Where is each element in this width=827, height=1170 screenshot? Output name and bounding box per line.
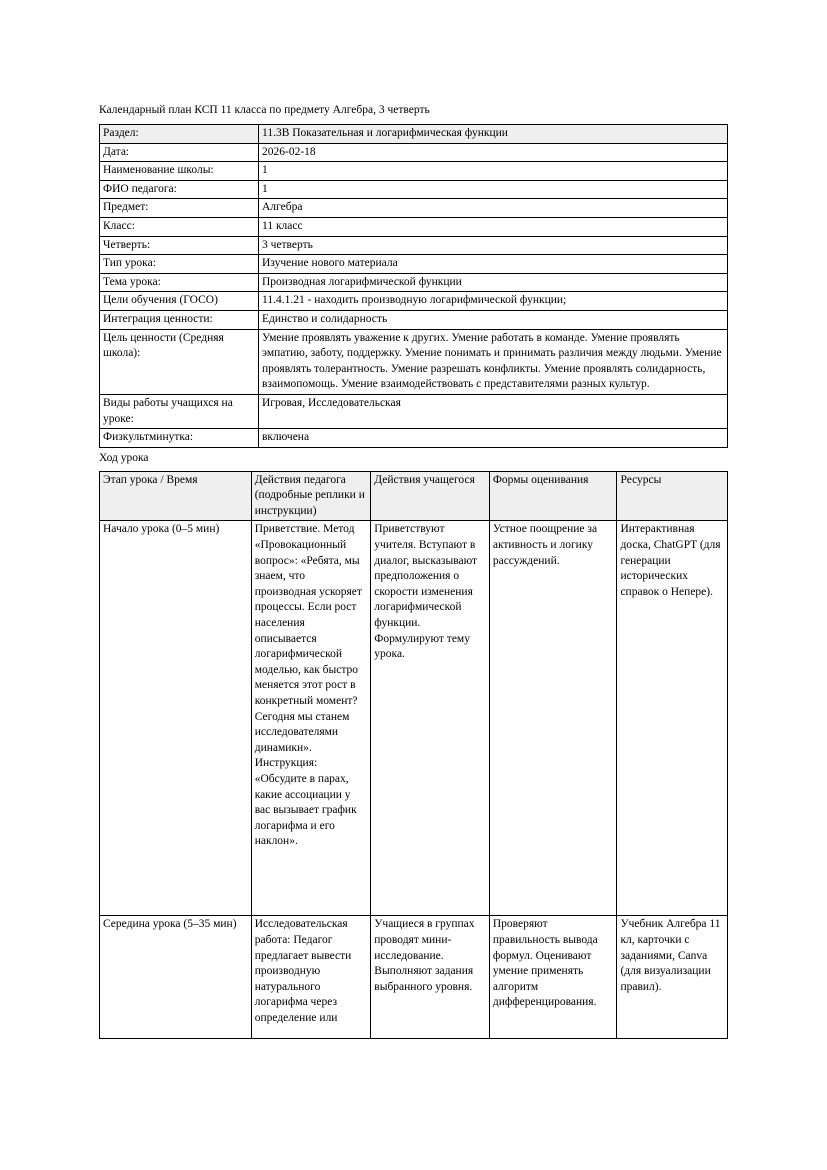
lesson-steps-body: [100, 521, 728, 1039]
info-value: 11.3В Показательная и логарифмическая функции: [259, 125, 728, 144]
column-header-resources: Ресурсы: [617, 471, 728, 521]
info-value: 11.4.1.21 - находить производную логарифмической функции;: [259, 292, 728, 311]
table-row: [100, 143, 728, 162]
page-title: Календарный план КСП 11 класса по предмету Алгебра, 3 четверть: [99, 104, 430, 116]
info-label: Наименование школы:: [100, 162, 259, 181]
lesson-steps-head: [100, 471, 728, 521]
info-value: Игровая, Исследовательская: [259, 394, 728, 428]
info-value: 2026-02-18: [259, 143, 728, 162]
info-label: Раздел:: [100, 125, 259, 144]
column-header-stage: Этап урока / Время: [100, 471, 252, 521]
info-label: ФИО педагога:: [100, 180, 259, 199]
info-label: Предмет:: [100, 199, 259, 218]
info-value: 1: [259, 180, 728, 199]
column-header-teacher: Действия педагога (подробные реплики и инструкции): [251, 471, 371, 521]
table-row: [100, 273, 728, 292]
info-value: Изучение нового материала: [259, 255, 728, 274]
table-header-row: [100, 471, 728, 521]
info-value: Производная логарифмической функции: [259, 273, 728, 292]
info-label: Интеграция ценности:: [100, 310, 259, 329]
info-label: Физкультминутка:: [100, 429, 259, 448]
table-row: [100, 180, 728, 199]
table-row: [100, 429, 728, 448]
document-page: [99, 103, 728, 1039]
lesson-info-body: [100, 125, 728, 448]
lesson-steps-table: [99, 471, 728, 1040]
table-row: [100, 329, 728, 394]
info-value: Алгебра: [259, 199, 728, 218]
cell-assessment: Устное поощрение за активность и логику рассуждений.: [489, 521, 617, 916]
table-row: [100, 521, 728, 916]
info-label: Виды работы учащихся на уроке:: [100, 394, 259, 428]
table-row: [100, 394, 728, 428]
info-label: Дата:: [100, 143, 259, 162]
info-label: Цели обучения (ГОСО): [100, 292, 259, 311]
table-row: [100, 217, 728, 236]
table-row: [100, 162, 728, 181]
table-row: [100, 236, 728, 255]
info-label: Четверть:: [100, 236, 259, 255]
info-value: 11 класс: [259, 217, 728, 236]
lesson-info-table: [99, 124, 728, 448]
table-row: [100, 310, 728, 329]
table-row: [100, 292, 728, 311]
info-value: 3 четверть: [259, 236, 728, 255]
info-value: 1: [259, 162, 728, 181]
info-value: включена: [259, 429, 728, 448]
info-label: Цель ценности (Средняя школа):: [100, 329, 259, 394]
section-caption-lesson-flow: Ход урока: [99, 451, 149, 464]
cell-teacher: Приветствие. Метод «Провокационный вопрос»: «Ребята, мы знаем, что производная ускоряет процессы. Если рост населения описывается логарифмической моделью, как быстро меняется этот рост в конкретный момент? Сегодня мы станем исследователями динамики». Инструкция: «Обсудите в парах, какие ассоциации у вас вызывает график логарифма и его наклон».: [251, 521, 371, 916]
cell-teacher: Исследовательская работа: Педагог предлагает вывести производную натурального логарифма через определение или: [251, 916, 371, 1039]
table-row: [100, 199, 728, 218]
table-row: [100, 125, 728, 144]
info-label: Тема урока:: [100, 273, 259, 292]
info-label: Тип урока:: [100, 255, 259, 274]
column-header-student: Действия учащегося: [371, 471, 490, 521]
info-value: Умение проявлять уважение к других. Умение работать в команде. Умение проявлять эмпатию, заботу, поддержку. Умение понимать и принимать различия между людьми. Умение проявлять толерантность. Умение разрешать конфликты. Умение проявлять солидарность, взаимопомощь. Умение взаимодействовать с представителями разных культур.: [259, 329, 728, 394]
info-label: Класс:: [100, 217, 259, 236]
cell-resources: Учебник Алгебра 11 кл, карточки с заданиями, Canva (для визуализации правил).: [617, 916, 728, 1039]
cell-student: Учащиеся в группах проводят мини-исследование. Выполняют задания выбранного уровня.: [371, 916, 490, 1039]
lesson-steps-clip: [99, 471, 728, 1040]
cell-resources: Интерактивная доска, ChatGPT (для генерации исторических справок о Непере).: [617, 521, 728, 916]
cell-assessment: Проверяют правильность вывода формул. Оценивают умение применять алгоритм дифференцирования.: [489, 916, 617, 1039]
cell-stage: Середина урока (5–35 мин): [100, 916, 252, 1039]
column-header-assessment: Формы оценивания: [489, 471, 617, 521]
cell-stage: Начало урока (0–5 мин): [100, 521, 252, 916]
table-row: [100, 916, 728, 1039]
cell-student: Приветствуют учителя. Вступают в диалог, высказывают предположения о скорости изменения логарифмической функции. Формулируют тему урока.: [371, 521, 490, 916]
info-value: Единство и солидарность: [259, 310, 728, 329]
table-row: [100, 255, 728, 274]
